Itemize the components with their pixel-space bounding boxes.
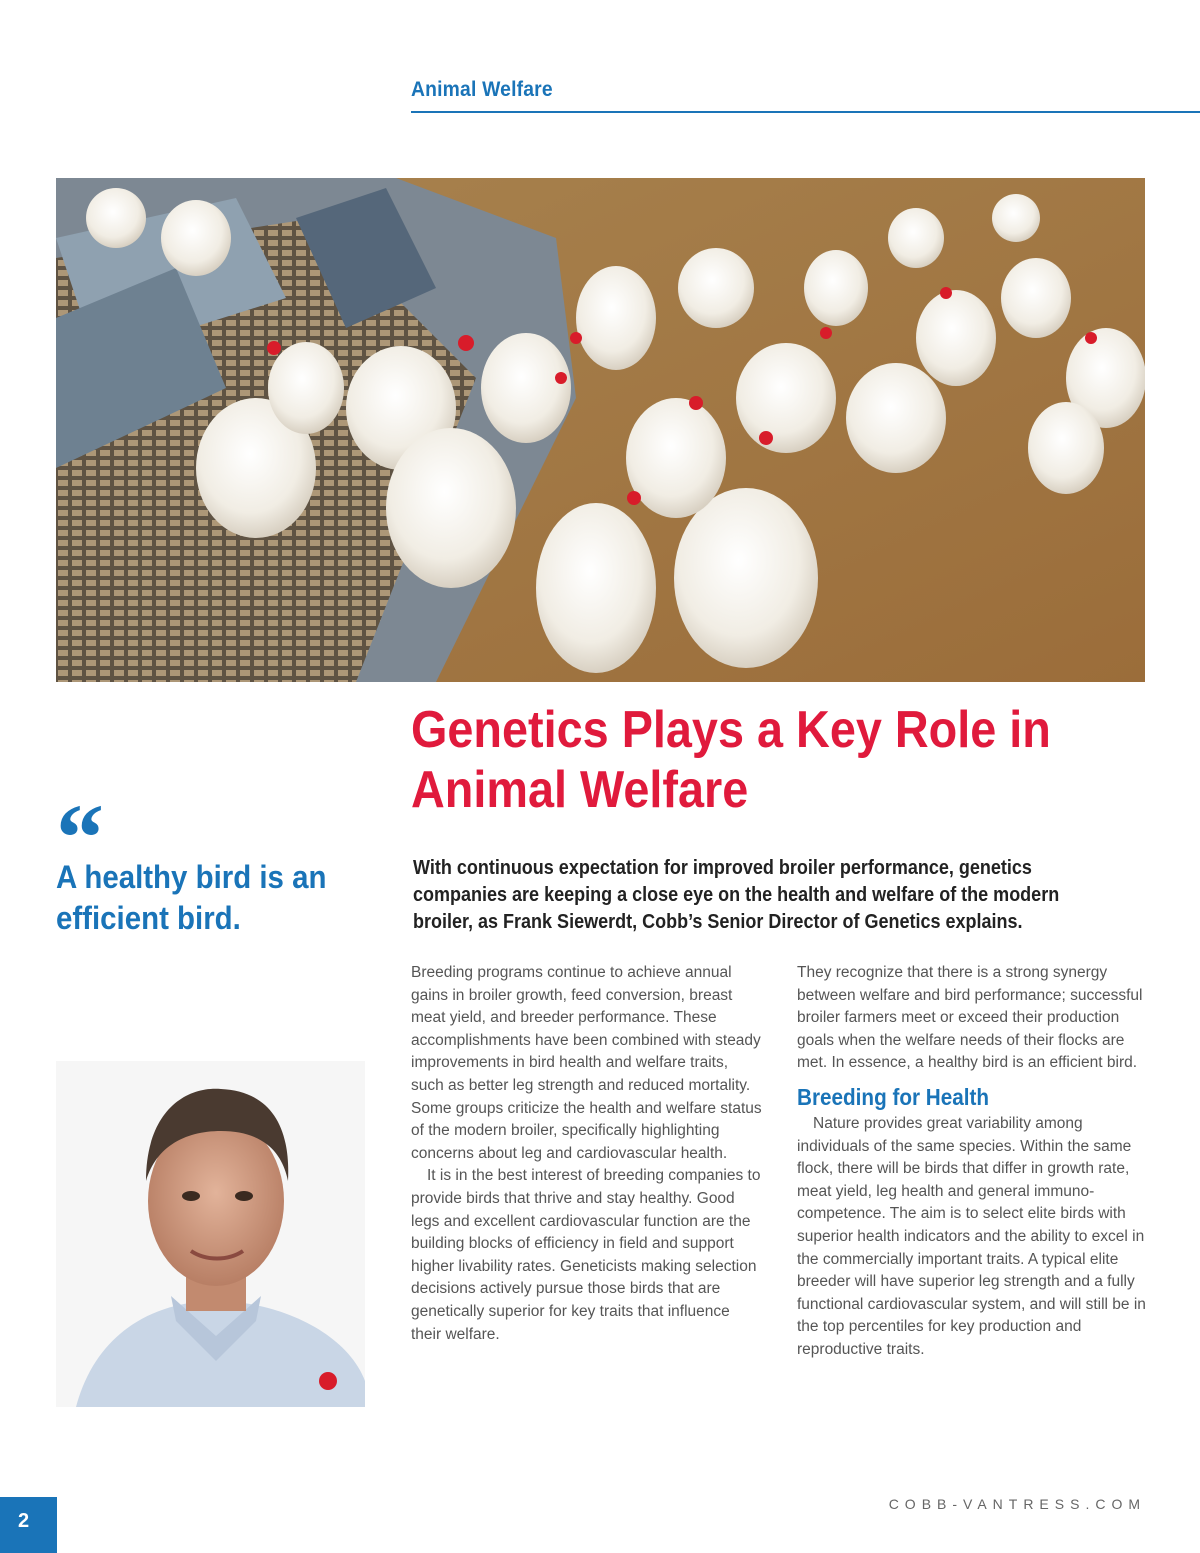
body-paragraph: They recognize that there is a strong synergy between welfare and bird performance; successful broiler farmers meet or exceed their production goals when the welfare needs of their flocks are met. In essence, a healthy bird is an efficient bird. [797, 964, 1143, 1072]
portrait-illustration [56, 1061, 365, 1407]
hero-photo [56, 178, 1145, 682]
site-url: COBB-VANTRESS.COM [888, 1496, 1146, 1512]
article-lead: With continuous expectation for improved broiler performance, genetics companies are keeping a close eye on the health and welfare of the modern broiler, as Frank Siewerdt, Cobb’s Senior Director of Genetics explains. [413, 857, 1060, 933]
section-label: Animal Welfare [411, 78, 553, 101]
body-paragraph: Nature provides great variability among individuals of the same species. Within the same flock, there will be birds that differ in growth rate, meat yield, leg health and general immuno-competence. The aim is to select elite birds with superior health indicators and the ability to excel in the commercially important traits. A typical elite breeder will have superior leg strength and a fully functional cardiovascular system, and will still be in the top percentiles for key production and reproductive traits. [797, 1114, 1146, 1358]
author-portrait [56, 1061, 365, 1407]
subheading: Breeding for Health [797, 1083, 990, 1110]
chicken-flock-illustration [56, 178, 1145, 682]
pull-quote: A healthy bird is an efficient bird. [56, 859, 327, 936]
page-number: 2 [18, 1510, 30, 1532]
body-column-right [797, 962, 1149, 1362]
header-rule [411, 111, 1200, 113]
body-paragraph: It is in the best interest of breeding companies to provide birds that thrive and stay healthy. Good legs and excellent cardiovascular function are the building blocks of efficiency in field and support higher livability rates. Geneticists making selection decisions actively pursue those birds that are genetically superior for key traits that influence their welfare. [411, 1167, 761, 1343]
quote-mark-icon: “ [56, 784, 104, 891]
body-paragraph: Breeding programs continue to achieve annual gains in broiler growth, feed conversion, breast meat yield, and breeder performance. These accomplishments have been combined with steady improvements in bird health and welfare traits, such as better leg strength and reduced mortality. Some groups criticize the health and welfare status of the modern broiler, specifically highlighting concerns about leg and cardiovascular health. [411, 964, 762, 1162]
body-column-left [411, 962, 763, 1346]
article-title: Genetics Plays a Key Role in Animal Welfare [411, 701, 1051, 819]
